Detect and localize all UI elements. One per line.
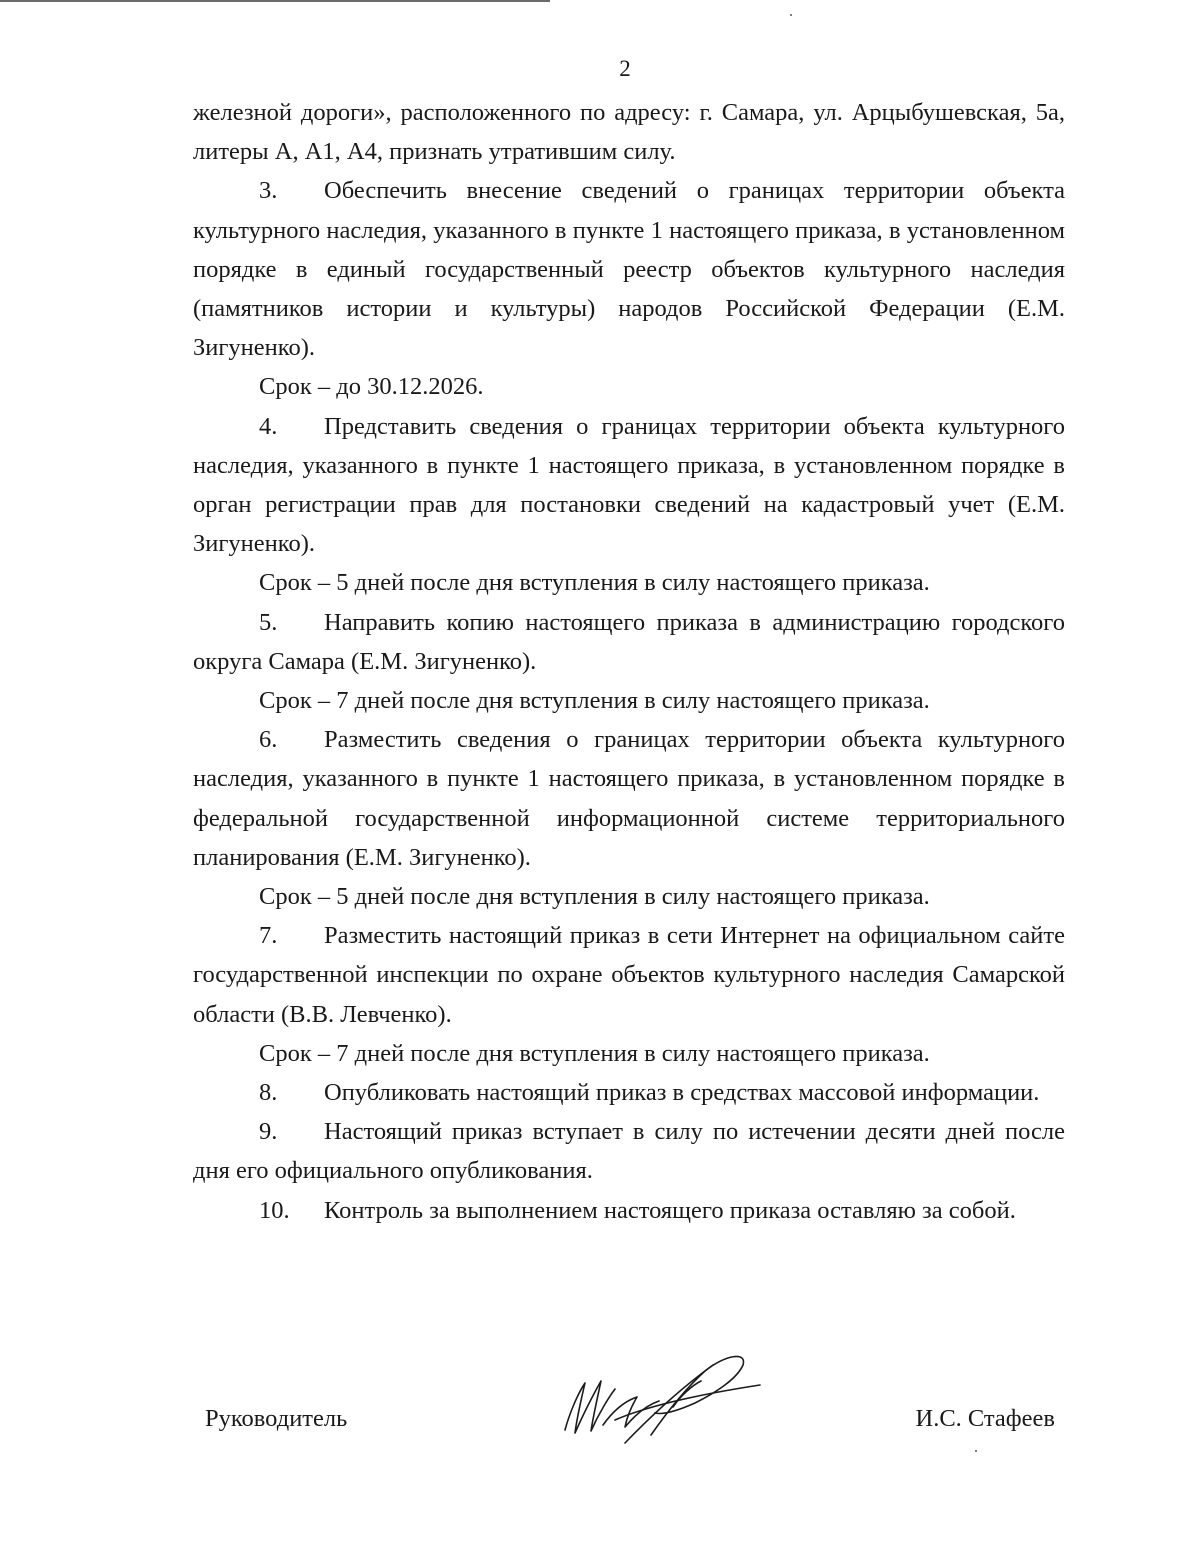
item-6 bbox=[193, 720, 1065, 916]
item-3 bbox=[193, 171, 1065, 406]
item-8 bbox=[193, 1073, 1065, 1112]
signatory-name: И.С. Стафеев bbox=[915, 1405, 1055, 1432]
page-number: 2 bbox=[619, 56, 631, 81]
item-5 bbox=[193, 603, 1065, 721]
document-body bbox=[193, 93, 1065, 1230]
item-text: Обеспечить внесение сведений о границах территории объекта культурного наследия, указанного в пункте 1 настоящего приказа, в установленном порядке в единый государственный реестр объектов культурного наследия (памятников истории и культуры) народов Российской Федерации (Е.М. Зигуненко). bbox=[193, 177, 1065, 362]
item-number: 3. bbox=[259, 177, 278, 205]
item-number: 5. bbox=[259, 608, 278, 636]
item-number: 10. bbox=[259, 1196, 290, 1224]
signatory-position: Руководитель bbox=[205, 1405, 348, 1432]
item-text: Контроль за выполнением настоящего приказа оставляю за собой. bbox=[324, 1196, 1016, 1224]
scan-speck bbox=[975, 1450, 977, 1452]
item-number: 6. bbox=[259, 726, 278, 754]
item-deadline: Срок – до 30.12.2026. bbox=[259, 373, 484, 401]
item-text: Опубликовать настоящий приказ в средствах массовой информации. bbox=[324, 1079, 1040, 1107]
item-7 bbox=[193, 916, 1065, 1073]
item-deadline: Срок – 5 дней после дня вступления в силу настоящего приказа. bbox=[259, 883, 930, 911]
item-deadline: Срок – 5 дней после дня вступления в силу настоящего приказа. bbox=[259, 569, 930, 597]
item-number: 7. bbox=[259, 922, 278, 950]
item-number: 8. bbox=[259, 1079, 278, 1107]
item-number: 9. bbox=[259, 1118, 278, 1146]
item-deadline: Срок – 7 дней после дня вступления в силу настоящего приказа. bbox=[259, 687, 930, 715]
scan-speck bbox=[790, 14, 792, 16]
item-9 bbox=[193, 1112, 1065, 1190]
continuation-paragraph: железной дороги», расположенного по адресу: г. Самара, ул. Арцыбушевская, 5а, литеры А, А1, А4, признать утратившим силу. bbox=[193, 99, 1065, 166]
item-10 bbox=[193, 1191, 1065, 1230]
item-deadline: Срок – 7 дней после дня вступления в силу настоящего приказа. bbox=[259, 1039, 930, 1067]
item-text: Направить копию настоящего приказа в администрацию городского округа Самара (Е.М. Зигуненко). bbox=[193, 608, 1065, 675]
item-number: 4. bbox=[259, 412, 278, 440]
item-text: Представить сведения о границах территории объекта культурного наследия, указанного в пункте 1 настоящего приказа, в установленном порядке в орган регистрации прав для постановки сведений на кадастровый учет (Е.М. Зигуненко). bbox=[193, 412, 1065, 558]
item-text: Настоящий приказ вступает в силу по истечении десяти дней после дня его официального опубликования. bbox=[193, 1118, 1065, 1185]
item-text: Разместить настоящий приказ в сети Интернет на официальном сайте государственной инспекции по охране объектов культурного наследия Самарской области (В.В. Левченко). bbox=[193, 922, 1065, 1028]
signature-block bbox=[205, 1405, 1055, 1445]
scan-edge-line bbox=[0, 0, 550, 2]
item-4 bbox=[193, 407, 1065, 603]
item-text: Разместить сведения о границах территории объекта культурного наследия, указанного в пункте 1 настоящего приказа, в установленном порядке в федеральной государственной информационной системе территориального планирования (Е.М. Зигуненко). bbox=[193, 726, 1065, 871]
